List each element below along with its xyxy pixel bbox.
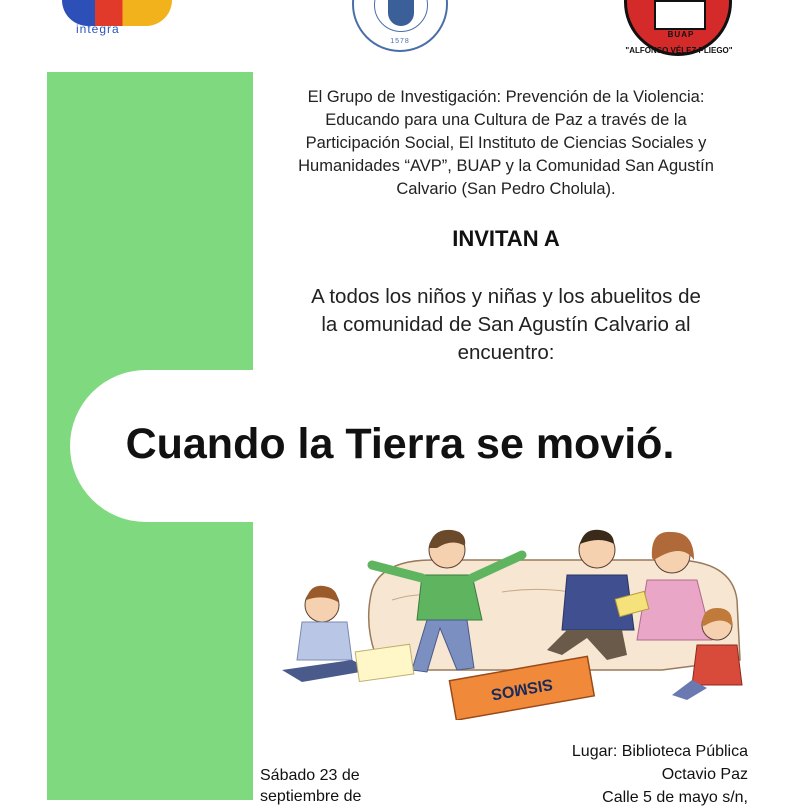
date-line: Sábado 23 de (260, 767, 360, 784)
organizers-paragraph (256, 86, 756, 201)
integra-logo-word: integra (76, 22, 120, 36)
institute-initials: BUAP (667, 30, 695, 39)
sismos-sign-text: SISMOS (489, 674, 555, 703)
intro-line: Humanidades “AVP”, BUAP y la Comunidad San Agustín (298, 157, 714, 175)
institute-building-icon (654, 0, 706, 30)
university-seal-logo (352, 0, 448, 52)
date-line: septiembre de (260, 788, 362, 805)
audience-paragraph (256, 283, 756, 367)
intro-line: El Grupo de Investigación: Prevención de la Violencia: (307, 88, 705, 106)
family-illustration (262, 520, 752, 720)
event-date (260, 765, 361, 807)
seated-boy-shirt (297, 622, 352, 660)
location-line: Calle 5 de mayo s/n, (602, 789, 748, 806)
institute-logo (614, 0, 744, 60)
drawing-paper (355, 644, 414, 681)
invitation-heading: INVITAN A (452, 226, 560, 251)
girl-body (692, 645, 742, 685)
intro-line: Educando para una Cultura de Paz a través de la (325, 111, 687, 129)
intro-line: Calvario (San Pedro Cholula). (396, 180, 616, 198)
intro-line: Participación Social, El Instituto de Ciencias Sociales y (305, 134, 707, 152)
audience-line: la comunidad de San Agustín Calvario al (321, 313, 691, 336)
location-line: Lugar: Biblioteca Pública (571, 743, 748, 760)
integra-logo (56, 0, 176, 50)
event-title: Cuando la Tierra se movió. (125, 420, 675, 468)
institute-caption: "ALFONSO VÉLEZ PLIEGO" (625, 46, 733, 55)
seal-year: 1578 (390, 38, 410, 45)
audience-line: encuentro: (457, 341, 555, 364)
audience-line: A todos los niños y niñas y los abuelitos de (311, 285, 701, 308)
seal-shield (388, 0, 414, 26)
event-location (488, 740, 748, 809)
location-line: Octavio Paz (661, 766, 748, 783)
